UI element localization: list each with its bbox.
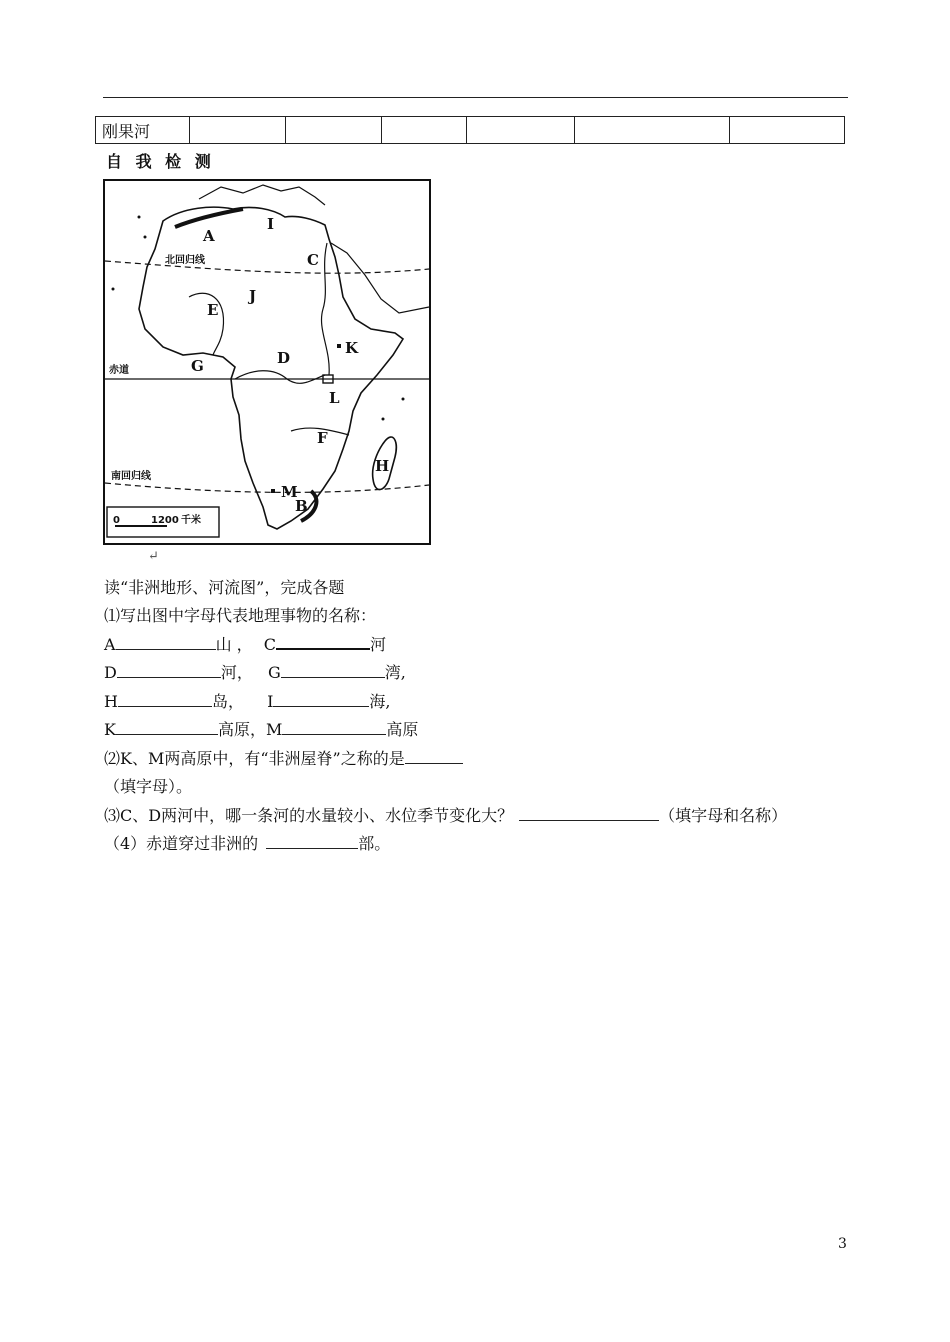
q1-h-letter: H	[104, 692, 118, 711]
q1-row-2	[104, 660, 406, 683]
header-rule	[103, 97, 848, 98]
plateau-k-marker	[337, 344, 341, 348]
answer-blank-h[interactable]	[118, 691, 212, 707]
answer-blank-d[interactable]	[117, 662, 221, 678]
plateau-m-marker	[271, 489, 275, 493]
island-dot	[138, 216, 141, 219]
return-mark: ↵	[148, 549, 159, 564]
q1-text: ⑴写出图中字母代表地理事物的名称：	[104, 606, 377, 625]
label-a: A	[203, 227, 215, 245]
q1-k-letter: K	[104, 720, 116, 739]
island-dot	[382, 418, 385, 421]
label-j: J	[249, 287, 257, 305]
table-cell	[286, 117, 382, 144]
scale-unit: 千米	[181, 515, 201, 526]
q1-a-letter: A	[104, 635, 116, 654]
q3-row	[104, 803, 787, 826]
label-b: B	[295, 497, 308, 515]
label-e: E	[207, 301, 219, 319]
answer-blank-q2[interactable]	[405, 748, 463, 764]
page-number: 3	[838, 1236, 847, 1252]
table-cell-river: 刚果河	[96, 117, 190, 144]
answer-blank-a[interactable]	[116, 634, 216, 650]
q1-i-letter: I	[267, 692, 274, 711]
label-h: H	[375, 457, 390, 475]
intro-text: 读“非洲地形、河流图”，完成各题	[104, 578, 345, 597]
table-cell	[190, 117, 286, 144]
scale-value: 1200	[151, 515, 179, 526]
river-table	[95, 116, 845, 144]
q1-i-suffix: 海,	[369, 692, 391, 711]
answer-blank-i[interactable]	[273, 691, 369, 707]
island-dot	[144, 236, 147, 239]
q2-note: （填字母）。	[104, 777, 193, 796]
q4-suffix: 部。	[358, 834, 391, 853]
africa-map	[103, 179, 431, 545]
island-dot	[112, 288, 115, 291]
section-heading: 自 我 检 测	[106, 152, 215, 171]
scale-zero: 0	[113, 515, 120, 526]
q1-d-letter: D	[104, 663, 117, 682]
q1-k-suffix: 高原，	[217, 720, 266, 739]
answer-blank-k[interactable]	[116, 719, 218, 735]
q4-text: （4）赤道穿过非洲的	[104, 834, 259, 853]
answer-blank-g[interactable]	[281, 662, 385, 678]
label-g: G	[191, 357, 204, 375]
q1-c-letter: C	[263, 635, 276, 654]
q2-text: ⑵K、M两高原中，有“非洲屋脊”之称的是	[104, 749, 405, 768]
table-cell	[382, 117, 467, 144]
label-m: M	[281, 483, 298, 501]
q4-row	[104, 831, 390, 854]
q2-row	[104, 746, 463, 769]
q1-row-3	[104, 689, 390, 712]
q3-note: （填字母和名称）	[659, 806, 788, 825]
q3-text: ⑶C、D两河中，哪一条河的水量较小、水位季节变化大？	[104, 806, 514, 825]
q1-d-suffix: 河，	[220, 663, 253, 682]
label-d: D	[277, 349, 291, 367]
q1-m-suffix: 高原	[386, 720, 419, 739]
north-tropic-label: 北回归线	[165, 255, 205, 266]
label-l: L	[329, 389, 340, 407]
q1-g-letter: G	[267, 663, 281, 682]
answer-blank-q4[interactable]	[266, 833, 358, 849]
table-cell	[730, 117, 845, 144]
label-f: F	[317, 429, 328, 447]
table-row	[96, 117, 845, 144]
label-c: C	[307, 251, 319, 269]
answer-blank-q3[interactable]	[519, 805, 659, 821]
q1-m-letter: M	[265, 720, 283, 739]
table-cell	[467, 117, 575, 144]
equator-label: 赤道	[109, 365, 129, 376]
label-k: K	[345, 339, 359, 357]
q1-c-suffix: 河	[370, 635, 387, 654]
south-tropic-label: 南回归线	[111, 471, 151, 482]
label-i: I	[267, 215, 275, 233]
island-dot	[402, 398, 405, 401]
answer-blank-m[interactable]	[282, 719, 386, 735]
q1-row-4	[104, 717, 418, 740]
q1-row-1	[104, 632, 386, 655]
answer-blank-c[interactable]	[276, 633, 370, 650]
q1-h-suffix: 岛，	[211, 692, 244, 711]
q1-g-suffix: 湾,	[384, 663, 406, 682]
table-cell	[575, 117, 730, 144]
q1-a-suffix: 山 ，	[215, 635, 253, 654]
